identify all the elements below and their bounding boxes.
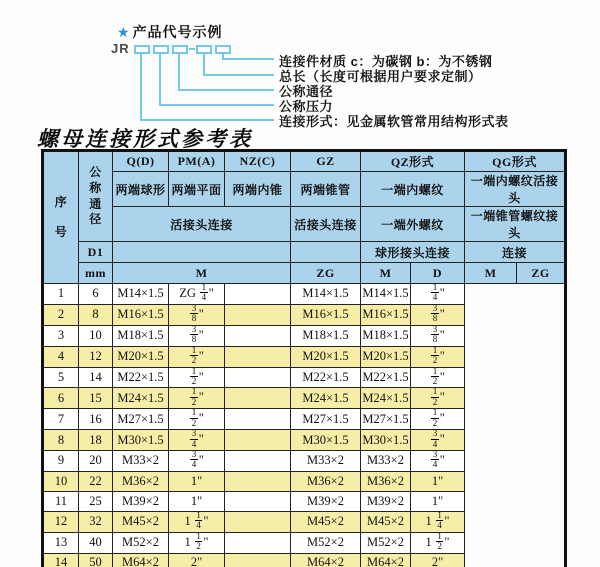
table-cell — [225, 430, 291, 451]
table-cell — [225, 325, 291, 346]
table-cell: M16×1.5 — [113, 304, 169, 325]
table-cell: M14×1.5 — [361, 284, 411, 305]
table-cell: M64×2 — [361, 553, 411, 567]
table-cell: $\frac{1}{2}$ " — [169, 346, 225, 367]
table-cell: M18×1.5 — [361, 325, 411, 346]
header-qz-m: M — [361, 263, 411, 284]
header-ball-joint-connection: 球形接头连接 — [361, 242, 465, 263]
connector-line — [222, 58, 274, 60]
header-zg-gz: ZG — [291, 263, 361, 284]
table-cell: 13 — [43, 532, 79, 553]
table-cell: M45×2 — [291, 511, 361, 532]
table-cell: 4 — [43, 346, 79, 367]
header-qg-type: QG形式 — [465, 151, 566, 172]
header-both-ends-ball: 两端球形 — [113, 172, 169, 207]
table-cell: M18×1.5 — [291, 325, 361, 346]
table-cell: M27×1.5 — [291, 409, 361, 430]
table-cell: 3 — [43, 325, 79, 346]
diagram-heading — [117, 22, 223, 42]
table-cell: $\frac{1}{2}$ " — [411, 409, 465, 430]
table-cell: ZG $\frac{1}{4}$ " — [169, 284, 225, 305]
fraction: $\frac{1}{2}$ — [432, 408, 438, 428]
table-cell: 2 — [43, 304, 79, 325]
fraction: $\frac{1}{2}$ — [432, 387, 438, 407]
header-both-ends-taper-pipe: 两端锥管 — [291, 172, 361, 207]
table-cell: 16 — [79, 409, 113, 430]
table-cell: 12 — [43, 511, 79, 532]
table-cell: 22 — [79, 471, 113, 491]
connector-line — [203, 74, 274, 76]
table-cell: 1 — [43, 284, 79, 305]
header-mm: mm — [79, 263, 113, 284]
reference-table-wrap — [41, 149, 567, 567]
header-pma: PM(A) — [169, 151, 225, 172]
header-seq: 序 号 — [43, 151, 79, 284]
table-cell: 1" — [169, 491, 225, 511]
header-connection: 连接 — [465, 242, 566, 263]
table-cell: 20 — [79, 451, 113, 472]
label-connection-type: 连接形式：见金属软管常用结构形式表 — [279, 114, 509, 129]
table-row — [43, 553, 566, 567]
table-cell: M18×1.5 — [113, 325, 169, 346]
table-cell — [225, 491, 291, 511]
fraction: $\frac{1}{2}$ — [437, 532, 442, 552]
table-body — [43, 284, 566, 567]
table-cell: M14×1.5 — [113, 284, 169, 305]
header-one-end-internal-thread-union: 一端内螺纹活接头 — [465, 172, 566, 207]
table-cell: 14 — [79, 367, 113, 388]
table-cell: M20×1.5 — [291, 346, 361, 367]
table-cell: $\frac{1}{4}$ " — [411, 284, 465, 305]
table-cell: 10 — [79, 325, 113, 346]
table-cell: M33×2 — [361, 451, 411, 472]
fraction: $\frac{3}{4}$ — [191, 450, 197, 470]
table-cell: $\frac{1}{2}$ " — [411, 346, 465, 367]
table-cell — [225, 367, 291, 388]
table-cell: M64×2 — [113, 553, 169, 567]
code-prefix: JR — [111, 41, 130, 56]
table-cell: 8 — [79, 304, 113, 325]
table-cell: M22×1.5 — [361, 367, 411, 388]
table-cell: M36×2 — [113, 471, 169, 491]
table-cell: 18 — [79, 430, 113, 451]
table-cell: 1" — [169, 471, 225, 491]
table-cell: M14×1.5 — [291, 284, 361, 305]
table-cell: M36×2 — [361, 471, 411, 491]
table-cell: 8 — [43, 430, 79, 451]
table-cell: M64×2 — [291, 553, 361, 567]
label-nominal-pressure: 公称压力 — [279, 99, 334, 114]
table-title: 螺母连接形式参考表 — [37, 127, 253, 151]
table-cell: 1 $\frac{1}{4}$ " — [169, 511, 225, 532]
table-cell: $\frac{3}{4}$ " — [169, 451, 225, 472]
table-cell: M24×1.5 — [113, 388, 169, 409]
fraction: $\frac{1}{2}$ — [191, 408, 197, 428]
header-qd: Q(D) — [113, 151, 169, 172]
table-cell — [225, 346, 291, 367]
table-cell: M52×2 — [113, 532, 169, 553]
header-nzc: NZ(C) — [225, 151, 291, 172]
table-cell: $\frac{3}{8}$ " — [169, 325, 225, 346]
header-qz-d: D — [411, 263, 465, 284]
table-cell: 1" — [411, 491, 465, 511]
table-cell: $\frac{3}{4}$ " — [169, 430, 225, 451]
code-box-5 — [215, 45, 231, 54]
header-m-span: M — [113, 263, 291, 284]
table-cell: M27×1.5 — [361, 409, 411, 430]
header-nominal-diameter: 公 称 通 径 — [79, 151, 113, 242]
table-cell — [225, 388, 291, 409]
table-cell: $\frac{1}{2}$ " — [169, 409, 225, 430]
table-cell: M52×2 — [361, 532, 411, 553]
code-box-3 — [172, 45, 188, 54]
table-cell: 1 $\frac{1}{2}$ " — [169, 532, 225, 553]
table-cell: 1" — [411, 471, 465, 491]
fraction: $\frac{3}{4}$ — [191, 429, 197, 449]
fraction: $\frac{3}{8}$ — [191, 325, 197, 345]
fraction: $\frac{1}{2}$ — [191, 346, 197, 366]
header-both-ends-flat: 两端平面 — [169, 172, 225, 207]
table-row — [43, 304, 566, 325]
table-cell: M33×2 — [113, 451, 169, 472]
table-cell: M45×2 — [361, 511, 411, 532]
table-row — [43, 491, 566, 511]
table-row — [43, 430, 566, 451]
header-one-end-internal-thread: 一端内螺纹 — [361, 172, 465, 207]
table-cell — [225, 532, 291, 553]
header-union-connection-1: 活接头连接 — [113, 207, 291, 242]
fraction: $\frac{3}{4}$ — [432, 450, 438, 470]
fraction: $\frac{1}{4}$ — [432, 283, 438, 303]
table-cell: M24×1.5 — [361, 388, 411, 409]
header-both-ends-inner-cone: 两端内锥 — [225, 172, 291, 207]
table-cell: 9 — [43, 451, 79, 472]
header-one-end-external-thread: 一端外螺纹 — [361, 207, 465, 242]
fraction: $\frac{1}{2}$ — [191, 387, 197, 407]
table-cell: 5 — [43, 367, 79, 388]
table-cell: M16×1.5 — [291, 304, 361, 325]
table-cell: 11 — [43, 491, 79, 511]
table-cell: 40 — [79, 532, 113, 553]
table-cell: 2" — [411, 553, 465, 567]
header-qg-zg: ZG — [517, 263, 566, 284]
fraction: $\frac{1}{2}$ — [432, 367, 438, 386]
header-qz-type: QZ形式 — [361, 151, 465, 172]
table-cell: 10 — [43, 471, 79, 491]
table-cell: M20×1.5 — [361, 346, 411, 367]
label-nominal-diameter: 公称通径 — [279, 84, 334, 99]
label-material: 连接件材质 c：为碳钢 b：为不锈钢 — [279, 54, 493, 69]
table-cell: 32 — [79, 511, 113, 532]
table-cell: 1 $\frac{1}{2}$ " — [411, 532, 465, 553]
nut-connection-table — [41, 149, 567, 567]
table-cell — [225, 451, 291, 472]
fraction: $\frac{3}{8}$ — [432, 304, 438, 324]
table-cell: 2" — [169, 553, 225, 567]
table-cell: $\frac{1}{2}$ " — [169, 367, 225, 388]
table-cell: M27×1.5 — [113, 409, 169, 430]
fraction: $\frac{3}{4}$ — [432, 429, 438, 449]
code-box-4 — [196, 45, 212, 54]
fraction: $\frac{1}{4}$ — [196, 511, 201, 531]
table-cell: M52×2 — [291, 532, 361, 553]
table-cell: M33×2 — [291, 451, 361, 472]
table-cell: M39×2 — [113, 491, 169, 511]
connector-line — [159, 54, 161, 104]
table-cell: 12 — [79, 346, 113, 367]
table-cell: 7 — [43, 409, 79, 430]
table-cell: M30×1.5 — [291, 430, 361, 451]
table-row — [43, 284, 566, 305]
code-box-1 — [134, 45, 150, 54]
table-cell: $\frac{1}{2}$ " — [169, 388, 225, 409]
table-row — [43, 471, 566, 491]
fraction: $\frac{3}{8}$ — [191, 304, 197, 324]
table-cell: $\frac{3}{4}$ " — [411, 451, 465, 472]
fraction: $\frac{1}{2}$ — [191, 367, 197, 386]
table-cell: M39×2 — [291, 491, 361, 511]
connector-line — [140, 54, 142, 119]
table-cell: M16×1.5 — [361, 304, 411, 325]
table-cell: M24×1.5 — [291, 388, 361, 409]
table-row — [43, 367, 566, 388]
table-cell — [225, 471, 291, 491]
table-cell: 15 — [79, 388, 113, 409]
table-cell: $\frac{3}{8}$ " — [169, 304, 225, 325]
fraction: $\frac{3}{8}$ — [432, 325, 438, 345]
header-d1: D1 — [79, 242, 113, 263]
fraction: $\frac{1}{2}$ — [196, 532, 201, 552]
header-one-end-taper-thread-joint: 一端锥管螺纹接头 — [465, 207, 566, 242]
table-cell: M30×1.5 — [113, 430, 169, 451]
table-cell — [225, 409, 291, 430]
table-cell: 14 — [43, 553, 79, 567]
connector-line — [140, 119, 274, 121]
table-cell: M30×1.5 — [361, 430, 411, 451]
table-cell: M36×2 — [291, 471, 361, 491]
table-cell: 1 $\frac{1}{4}$ " — [411, 511, 465, 532]
diagram-heading-text: 产品代号示例 — [132, 24, 223, 40]
connector-line — [159, 104, 274, 106]
table-cell: $\frac{1}{2}$ " — [411, 388, 465, 409]
table-row — [43, 511, 566, 532]
table-header — [43, 151, 566, 284]
table-cell — [225, 511, 291, 532]
connector-line — [178, 89, 274, 91]
label-total-length: 总长（长度可根据用户要求定制） — [279, 69, 482, 84]
connector-line — [203, 54, 205, 74]
table-cell: $\frac{3}{8}$ " — [411, 325, 465, 346]
fraction: $\frac{1}{4}$ — [437, 511, 442, 531]
table-row — [43, 346, 566, 367]
table-cell: M22×1.5 — [113, 367, 169, 388]
header-empty-1 — [113, 242, 291, 263]
header-qg-m: M — [465, 263, 517, 284]
table-cell — [225, 553, 291, 567]
table-cell: M45×2 — [113, 511, 169, 532]
table-cell: 25 — [79, 491, 113, 511]
table-cell: M20×1.5 — [113, 346, 169, 367]
table-row — [43, 325, 566, 346]
table-row — [43, 409, 566, 430]
table-cell: M22×1.5 — [291, 367, 361, 388]
table-cell: 6 — [43, 388, 79, 409]
table-cell: 50 — [79, 553, 113, 567]
table-row — [43, 451, 566, 472]
table-cell: M39×2 — [361, 491, 411, 511]
header-empty-2 — [291, 242, 361, 263]
table-cell: 6 — [79, 284, 113, 305]
table-row — [43, 532, 566, 553]
table-cell — [225, 284, 291, 305]
fraction: $\frac{1}{4}$ — [201, 283, 207, 303]
table-cell — [225, 304, 291, 325]
table-cell: $\frac{3}{4}$ " — [411, 430, 465, 451]
star-icon: ★ — [117, 24, 131, 40]
header-union-connection-2: 活接头连接 — [291, 207, 361, 242]
code-box-2 — [153, 45, 169, 54]
table-cell: $\frac{1}{2}$ " — [411, 367, 465, 388]
header-gz: GZ — [291, 151, 361, 172]
table-row — [43, 388, 566, 409]
connector-line — [178, 54, 180, 89]
table-cell: $\frac{3}{8}$ " — [411, 304, 465, 325]
fraction: $\frac{1}{2}$ — [432, 346, 438, 366]
dash-separator — [189, 48, 195, 50]
